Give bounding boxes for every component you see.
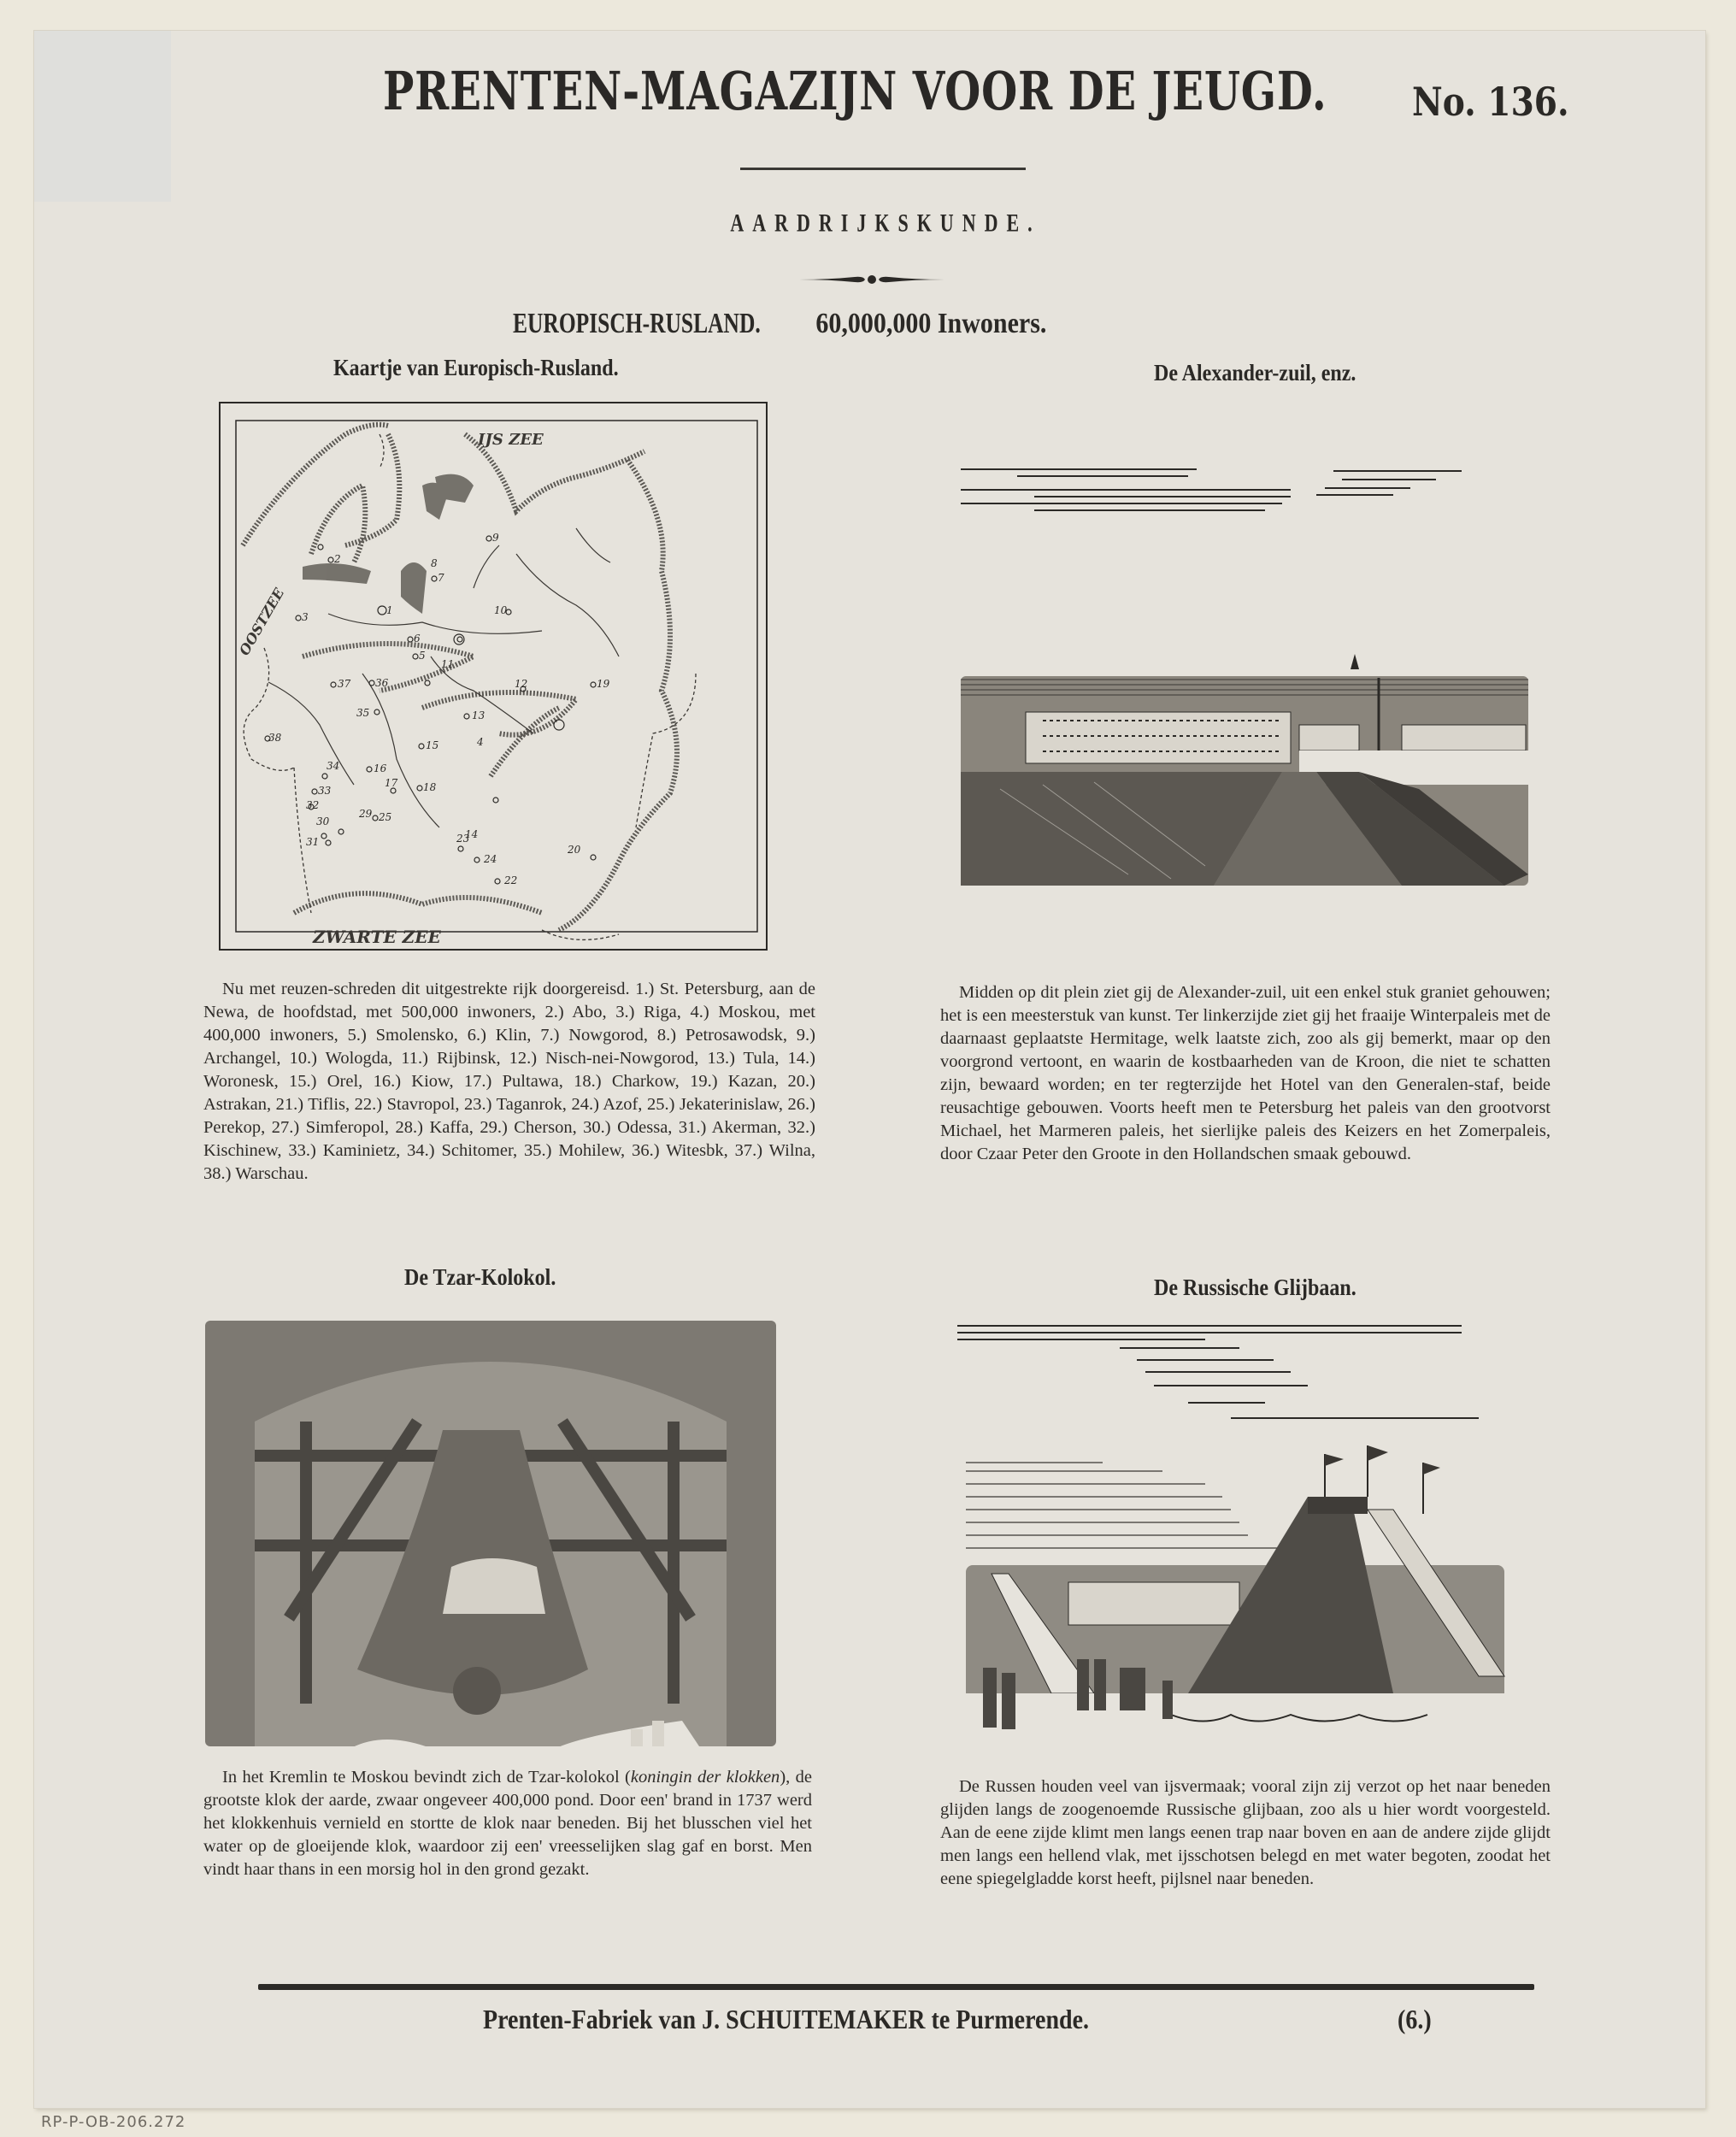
svg-text:15: 15 <box>426 739 439 751</box>
svg-text:2: 2 <box>334 553 341 565</box>
russian-slide-heading: De Russische Glijbaan. <box>1154 1275 1356 1301</box>
svg-text:14: 14 <box>465 828 479 840</box>
svg-text:13: 13 <box>472 709 485 721</box>
map-caption: Nu met reuzen-schreden dit uitgestrekte rijk doorgereisd. 1.) St. Petersburg, aan de Newa, de hoofdstad, met 500,000 inwoners, 2.) Abo, 3.) Riga, 4.) Moskou, met 400,000 inwoners, 5.) Smolensko, 6.) Klin, 7.) Nowgorod, 8.) Petrosawodsk, 9.) Archangel, 10.) Wologda, 11.) Rijbinsk, 12.) Nisch-nei-Nowgorod, 13.) Tula, 14.) Woronesk, 15.) Orel, 16.) Kiow, 17.) Pultawa, 18.) Charkow, 19.) Kazan, 20.) Astrakan, 21.) Tiflis, 22.) Stavropol, 23.) Taganrok, 24.) Azof, 25.) Jekaterinislaw, 26.) Perekop, 27.) Simferopol, 28.) Kaffa, 29.) Cherson, 30.) Odessa, 31.) Akerman, 32.) Kischinew, 33.) Kaminietz, 34.) Schitomer, 35.) Mohilew, 36.) Witesbk, 37.) Wilna, 38.) Warschau. <box>203 980 815 1183</box>
palace-square-illustration <box>957 464 1532 892</box>
map-label-ice-sea: IJS ZEE <box>478 431 544 449</box>
tsar-bell-engraving <box>203 1319 778 1748</box>
tsar-bell-caption-end: ), de grootste klok der aarde, zwaar ongeveer 400,000 pond. Door een' brand in 1737 werd het klokkenhuis vernield en stortte de klok naar beneden. Bij het blusschen viel het water op de gloeijende klok, waardoor zij een' vreesselijken slag gaf en borst. Men vindt haar thans in een morsig hol in den grond gezakt. <box>203 1768 812 1879</box>
alexander-heading: De Alexander-zuil, enz. <box>1154 360 1356 386</box>
page-number: (6.) <box>1398 2005 1432 2035</box>
svg-text:33: 33 <box>318 785 332 797</box>
section-label: AARDRIJKSKUNDE. <box>730 208 1041 238</box>
russian-slide-caption: De Russen houden veel van ijsvermaak; vooral zijn zij verzot op het naar beneden glijden langs de zoogenoemde Russische glijbaan, zoo als u hier wordt voorgesteld. Aan de eene zijde klimt men langs eenen trap naar boven en aan de andere zijde glijdt men langs een hellend vlak, met ijsschotsen belegd en met water begoten, zoodat het eene spiegelgladde korst heeft, pijlsnel naar beneden. <box>940 1777 1551 1888</box>
tsar-bell-illustration <box>203 1319 778 1748</box>
svg-text:9: 9 <box>492 532 499 544</box>
russian-slide-engraving <box>949 1317 1539 1749</box>
svg-text:16: 16 <box>374 762 387 774</box>
svg-text:7: 7 <box>438 572 444 584</box>
svg-text:12: 12 <box>515 678 528 690</box>
svg-text:38: 38 <box>268 732 282 744</box>
svg-text:3: 3 <box>302 611 309 623</box>
subtitle-country: EUROPISCH-RUSLAND. <box>513 307 761 339</box>
ornament-divider-icon <box>795 269 949 290</box>
magazine-title: PRENTEN-MAGAZIJN VOOR DE JEUGD. <box>383 60 1327 122</box>
map-label-black-sea: ZWARTE ZEE <box>313 927 441 947</box>
svg-text:34: 34 <box>327 760 340 772</box>
svg-text:11: 11 <box>441 658 455 670</box>
svg-text:31: 31 <box>306 836 320 848</box>
svg-text:25: 25 <box>379 811 392 823</box>
svg-text:1: 1 <box>386 604 393 616</box>
svg-text:19: 19 <box>597 678 610 690</box>
page-subtitle <box>513 308 1282 340</box>
svg-text:17: 17 <box>385 777 398 789</box>
svg-text:20: 20 <box>568 844 581 856</box>
title-divider <box>740 168 1026 170</box>
svg-text:8: 8 <box>431 557 438 569</box>
map-of-european-russia <box>217 400 769 957</box>
svg-text:6: 6 <box>414 633 421 645</box>
tsar-bell-caption <box>203 1766 812 1881</box>
tsar-bell-heading: De Tzar-Kolokol. <box>404 1264 556 1291</box>
issue-number: No. 136. <box>1412 79 1569 125</box>
svg-text:5: 5 <box>419 650 426 662</box>
svg-text:18: 18 <box>423 781 437 793</box>
footer-rule <box>258 1984 1534 1990</box>
svg-text:37: 37 <box>338 678 351 690</box>
map-figure <box>217 400 769 957</box>
svg-text:36: 36 <box>375 677 389 689</box>
tsar-bell-caption-italic: koningin der klokken <box>630 1768 780 1787</box>
tsar-bell-caption-start: In het Kremlin te Moskou bevindt zich de Tzar-kolokol ( <box>222 1768 631 1787</box>
publisher-imprint: Prenten-Fabriek van J. SCHUITEMAKER te Purmerende. <box>483 2005 1090 2035</box>
svg-text:35: 35 <box>356 707 370 719</box>
svg-text:29: 29 <box>359 808 373 820</box>
map-label-baltic: OOSTZEE <box>236 585 288 658</box>
ice-slide-illustration <box>949 1317 1539 1749</box>
svg-text:32: 32 <box>306 799 320 811</box>
svg-text:4: 4 <box>477 736 484 748</box>
subtitle-population: 60,000,000 Inwoners. <box>815 307 1047 339</box>
svg-text:22: 22 <box>504 874 518 886</box>
svg-text:23: 23 <box>456 833 470 845</box>
svg-text:24: 24 <box>484 853 497 865</box>
alexander-column-engraving <box>957 464 1532 892</box>
svg-text:30: 30 <box>316 815 330 827</box>
svg-text:10: 10 <box>494 604 508 616</box>
catalog-number: RP-P-OB-206.272 <box>41 2113 186 2131</box>
map-heading: Kaartje van Europisch-Rusland. <box>333 355 619 381</box>
alexander-caption: Midden op dit plein ziet gij de Alexander-zuil, uit een enkel stuk graniet gehouwen; het is een meesterstuk van kunst. Ter linkerzijde ziet gij het fraaije Winterpaleis met de daarnaast geplaatste Hermitage, welk laatste zich, zoo als gij bemerkt, maar op den voorgrond vertoont, en waarin de kostbaarheden van de Kroon, die niet te schatten zijn, bewaard worden; en ter regterzijde het Hotel van den Generalen-staf, beide reusachtige gebouwen. Voorts heeft men te Petersburg het paleis van den grootvorst Michael, het Marmeren paleis, het sierlijke paleis des Keizers en het Zomerpaleis, door Czaar Peter den Groote in den Hollandschen smaak gebouwd. <box>940 983 1551 1163</box>
